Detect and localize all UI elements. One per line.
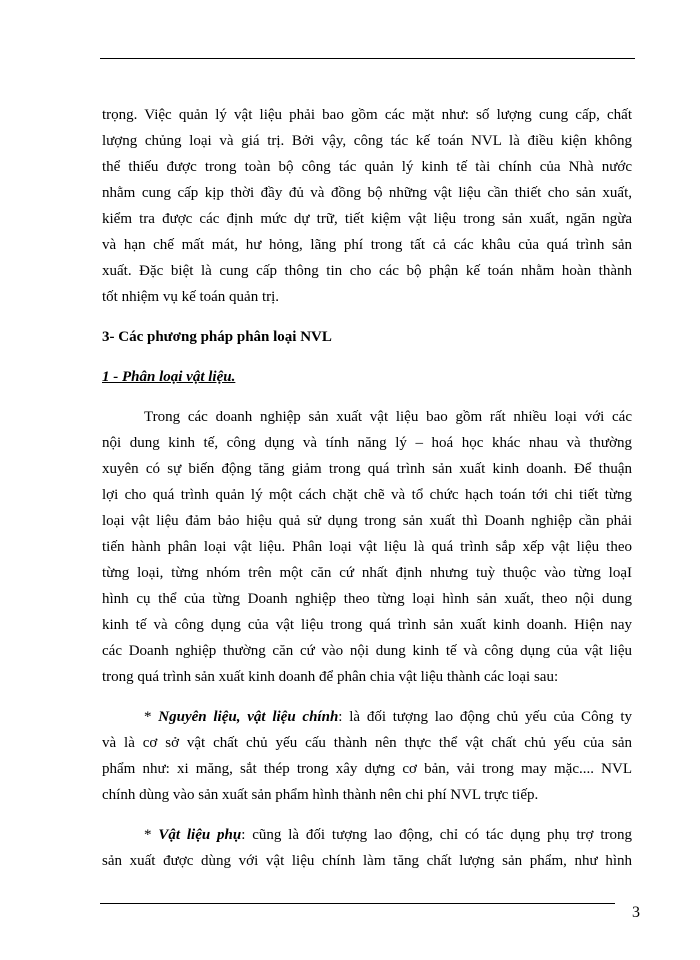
- text-line: trong quá trình sản xuất kinh doanh để phân chia vật liệu thành các loại sau:: [102, 669, 559, 685]
- paragraph-auxiliary-materials: [102, 822, 632, 874]
- header-rule: [100, 58, 635, 59]
- term-auxiliary-materials: Vật liệu phụ: [158, 827, 242, 843]
- footer-rule: [100, 903, 615, 904]
- text-line: phẩm như: xi măng, sắt thép trong xây dựng cơ bản, vải trong may mặc.... NVL: [102, 761, 632, 777]
- text-line: lượng chủng loại và giá trị. Bởi vậy, công tác kế toán NVL là điều kiện không: [102, 133, 632, 149]
- text-line: kinh tế và công dụng của vật liệu trong quá trình sản xuất kinh doanh. Hiện nay: [102, 617, 632, 633]
- text-line: thể thiếu được trong toàn bộ công tác quản lý kinh tế tài chính của Nhà nước: [102, 159, 632, 175]
- bullet: *: [144, 709, 159, 725]
- text-line: chính dùng vào sản xuất sản phẩm hình thành nên chi phí NVL trực tiếp.: [102, 787, 539, 803]
- paragraph-main-materials: [102, 704, 632, 808]
- term-main-materials: Nguyên liệu, vật liệu chính: [158, 709, 339, 725]
- text-line: trọng. Việc quản lý vật liệu phải bao gồm các mặt như: số lượng cung cấp, chất: [102, 107, 632, 123]
- text-line: lợi cho quá trình quản lý một cách chặt chẽ và tổ chức hạch toán tới chi tiết từng: [102, 487, 632, 503]
- subsection-heading: 1 - Phân loại vật liệu.: [102, 369, 236, 385]
- text-line: [102, 704, 632, 730]
- page-body: [102, 102, 632, 874]
- text-line: nhằm cung cấp kịp thời đầy đủ và đồng bộ những vật liệu cần thiết cho sản xuất,: [102, 185, 632, 201]
- text-line: sản xuất được dùng với vật liệu chính làm tăng chất lượng sản phẩm, như hình: [102, 853, 632, 869]
- paragraph-classification: [102, 404, 632, 690]
- text-line: kiểm tra được các định mức dự trữ, tiết kiệm vật liệu trong sản xuất, ngăn ngừa: [102, 211, 632, 227]
- text-line: các Doanh nghiệp thường căn cứ vào nội dung kinh tế và công dụng của vật liệu: [102, 643, 632, 659]
- text-line: xuyên có sự biến động tăng giảm trong quá trình sản xuất kinh doanh. Để thuận: [102, 461, 632, 477]
- term-definition: : là đối tượng lao động chủ yếu của Công ty: [338, 709, 632, 725]
- term-definition: : cũng là đối tượng lao động, chỉ có tác dụng phụ trợ trong: [241, 827, 632, 843]
- text-line: từng loại, từng nhóm trên một căn cứ nhất định nhưng tuỳ thuộc vào từng loạI: [102, 565, 632, 581]
- text-line: xuất. Đặc biệt là cung cấp thông tin cho các bộ phận kế toán nhằm hoàn thành: [102, 263, 632, 279]
- text-line: hình cụ thể của từng Doanh nghiệp theo từng loại hình sản xuất, theo nội dung: [102, 591, 632, 607]
- text-line: và là cơ sở vật chất chủ yếu cấu thành nên thực thể vật chất chủ yếu của sản: [102, 735, 632, 751]
- text-line: loại vật liệu đảm bảo hiệu quả sử dụng trong sản xuất thì Doanh nghiệp cần phải: [102, 513, 632, 529]
- section-heading: 3- Các phương pháp phân loại NVL: [102, 329, 332, 345]
- text-line: và hạn chế mất mát, hư hỏng, lãng phí trong tất cả các khâu của quá trình sản: [102, 237, 632, 253]
- bullet: *: [144, 827, 159, 843]
- text-line: tốt nhiệm vụ kế toán quản trị.: [102, 289, 280, 305]
- text-line: nội dung kinh tế, công dụng và tính năng lý – hoá học khác nhau và thường: [102, 435, 632, 451]
- text-line: [102, 822, 632, 848]
- text-line: tiến hành phân loại vật liệu. Phân loại vật liệu là quá trình sắp xếp vật liệu theo: [102, 539, 632, 555]
- paragraph-management: [102, 102, 632, 310]
- page-number: 3: [632, 904, 640, 921]
- text-line: Trong các doanh nghiệp sản xuất vật liệu bao gồm rất nhiều loại với các: [144, 409, 632, 425]
